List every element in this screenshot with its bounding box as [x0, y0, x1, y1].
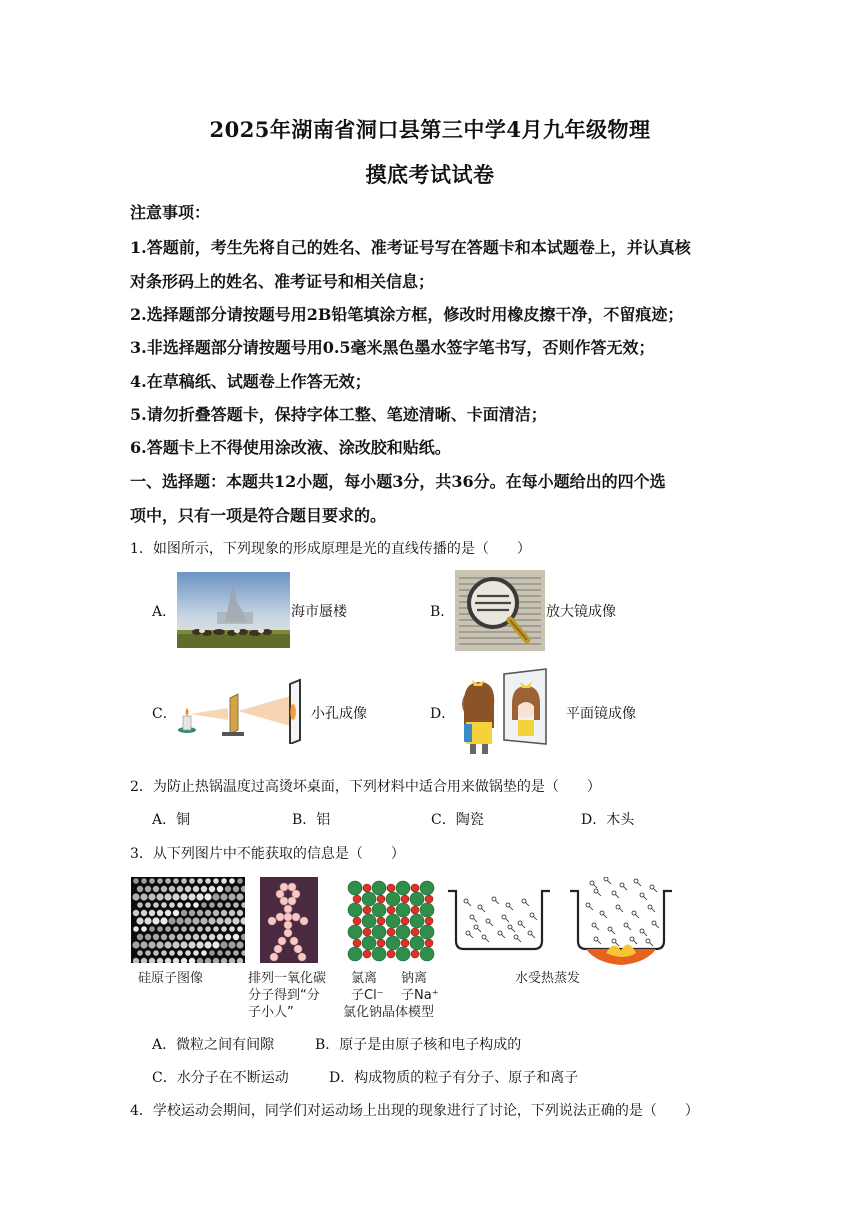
q2-option-a[interactable]: A．铜: [152, 812, 191, 828]
q3-option-b[interactable]: B．原子是由原子核和电子构成的: [315, 1037, 522, 1053]
water-evaporation-image: [446, 877, 676, 967]
q2-option-d[interactable]: D．木头: [581, 812, 635, 828]
note-item: 6.答题卡上不得使用涂改液、涂改胶和贴纸。: [130, 438, 451, 457]
mirage-image: [177, 572, 290, 648]
q2-option-c[interactable]: C．陶瓷: [431, 812, 484, 828]
pinhole-image: [172, 678, 310, 744]
caption-cl-2: 子Cl⁻: [351, 988, 384, 1003]
question-2-stem: 2．为防止热锅温度过高烫坏桌面，下列材料中适合用来做锅垫的是（ ）: [130, 779, 601, 795]
q1-option-a-letter[interactable]: A．: [152, 604, 177, 620]
question-4-stem: 4．学校运动会期间，同学们对运动场上出现的现象进行了讨论，下列说法正确的是（ ）: [130, 1103, 699, 1119]
page-subtitle: 摸底考试试卷: [365, 162, 495, 187]
question-3-stem: 3．从下列图片中不能获取的信息是（ ）: [130, 846, 405, 862]
q3-option-d[interactable]: D．构成物质的粒子有分子、原子和离子: [329, 1070, 579, 1086]
nacl-crystal-image: [345, 876, 437, 964]
q1-option-a-text: 海市蜃楼: [291, 604, 347, 620]
q1-option-c-letter[interactable]: C．: [152, 706, 177, 722]
question-1-stem: 1．如图所示，下列现象的形成原理是光的直线传播的是（ ）: [130, 541, 531, 557]
section-heading-cont: 项中，只有一项是符合题目要求的。: [130, 506, 387, 525]
caption-co-2: 分子得到“分: [248, 988, 320, 1003]
caption-co-3: 子小人”: [248, 1005, 294, 1020]
note-item: 2.选择题部分请按题号用2B铅笔填涂方框，修改时用橡皮擦干净，不留痕迹；: [130, 305, 684, 324]
q3-option-c[interactable]: C．水分子在不断运动: [152, 1070, 289, 1086]
q3-option-a[interactable]: A．微粒之间有间隙: [152, 1037, 275, 1053]
caption-co-1: 排列一氧化碳: [248, 971, 327, 986]
note-item: 5.请勿折叠答题卡，保持字体工整、笔迹清晰、卡面清洁；: [130, 405, 547, 424]
q1-option-b-letter[interactable]: B．: [430, 604, 455, 620]
q1-option-c-text: 小孔成像: [311, 706, 367, 722]
q1-option-d-letter[interactable]: D．: [430, 706, 456, 722]
q1-option-b-text: 放大镜成像: [546, 604, 616, 620]
co-molecule-man-image: [260, 877, 318, 963]
note-item: 3.非选择题部分请按题号用0.5毫米黑色墨水签字笔书写，否则作答无效；: [130, 338, 655, 357]
caption-na-1: 钠离: [401, 971, 428, 986]
section-heading: 一、选择题：本题共12小题，每小题3分，共36分。在每小题给出的四个选: [130, 472, 666, 491]
caption-nacl: 氯化钠晶体模型: [343, 1005, 435, 1020]
caption-silicon: 硅原子图像: [138, 971, 204, 986]
caption-water: 水受热蒸发: [515, 971, 581, 986]
magnifier-image: [455, 570, 545, 651]
note-item: 1.答题前，考生先将自己的姓名、准考证号写在答题卡和本试题卷上，并认真核: [130, 238, 691, 257]
q1-option-d-text: 平面镜成像: [566, 706, 636, 722]
silicon-atom-image: [131, 877, 245, 963]
notes-heading: 注意事项：: [130, 203, 211, 222]
page-title: 2025年湖南省洞口县第三中学4月九年级物理: [209, 117, 651, 142]
note-item: 4.在草稿纸、试题卷上作答无效；: [130, 372, 371, 391]
note-item: 对条形码上的姓名、准考证号和相关信息；: [130, 272, 435, 291]
q2-option-b[interactable]: B．铝: [292, 812, 331, 828]
caption-cl-1: 氯离: [351, 971, 378, 986]
mirror-image: [456, 664, 564, 759]
caption-na-2: 子Na⁺: [401, 988, 439, 1003]
